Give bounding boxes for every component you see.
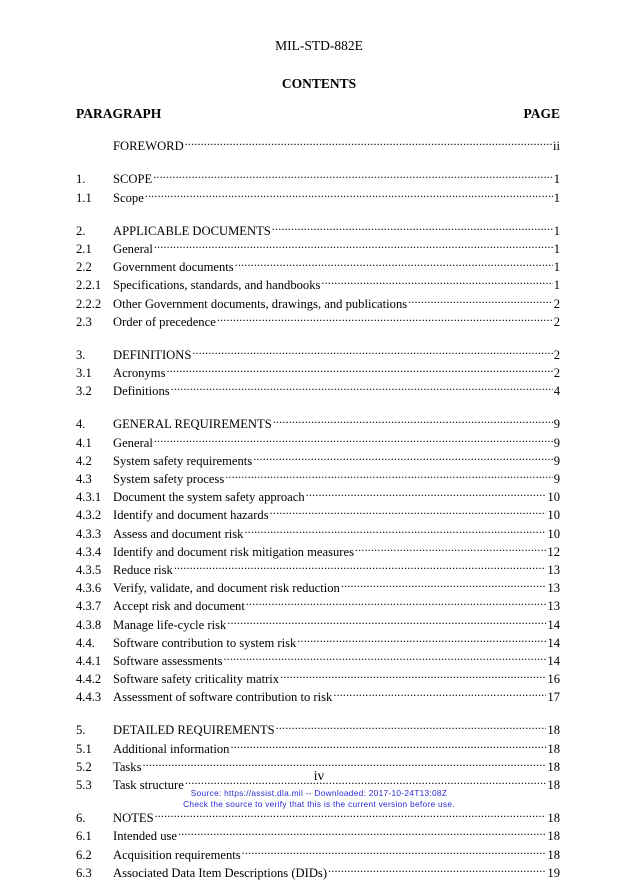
toc-entry-page: 4	[553, 384, 560, 399]
toc-entry-page: 10	[547, 526, 560, 541]
toc-entry-page: 14	[547, 635, 560, 650]
toc-entry-page: 14	[547, 617, 560, 632]
toc-entry-page: 18	[547, 829, 560, 844]
source-line: Source: https://assist.dla.mil -- Downloaded: 2017-10-24T13:08Z	[190, 788, 448, 798]
toc-entry-page: 10	[547, 490, 560, 505]
toc-entry-page: 19	[547, 865, 560, 880]
toc-entry-page: 18	[547, 847, 560, 862]
toc-entry-number: 4.3.8	[76, 617, 102, 632]
toc-entry-number: 2.2.1	[76, 278, 102, 293]
toc-entry-number: 6.2	[76, 847, 92, 862]
toc-entry-number: 3.2	[76, 384, 92, 399]
dot-leader	[225, 465, 552, 483]
dot-leader	[355, 538, 546, 556]
toc-entry-title: Definitions	[113, 384, 170, 399]
toc-entry-number: 2.2.2	[76, 296, 102, 311]
toc-entry-title: General	[113, 435, 153, 450]
toc-entry-number: 4.4.3	[76, 690, 102, 705]
toc-entry-number: 4.4.	[76, 635, 95, 650]
toc-entry-title: Acquisition requirements	[113, 847, 241, 862]
toc-entry-title: Acronyms	[113, 366, 166, 381]
toc-entry-title: FOREWORD	[113, 139, 184, 154]
toc-entry-number: 5.2	[76, 759, 92, 774]
toc-entry-title: APPLICABLE DOCUMENTS	[113, 223, 271, 238]
dot-leader	[171, 377, 553, 395]
toc-entry[interactable]	[76, 341, 560, 362]
toc-entry-number: 1.1	[76, 190, 92, 205]
toc-entry-page: 1	[553, 241, 560, 256]
dot-leader	[280, 665, 546, 683]
dot-leader	[217, 308, 553, 326]
toc-entry-title: Scope	[113, 190, 144, 205]
dot-leader	[154, 235, 553, 253]
toc-entry-page: 13	[547, 562, 560, 577]
dot-leader	[154, 428, 553, 446]
toc-entry[interactable]	[76, 217, 560, 238]
toc-entry-title: Software contribution to system risk	[113, 635, 297, 650]
toc-entry-title: Accept risk and document	[113, 599, 245, 614]
toc-entry-number: 4.4.1	[76, 653, 102, 668]
toc-entry-number: 4.2	[76, 453, 92, 468]
table-of-contents	[76, 132, 560, 880]
toc-entry-title: GENERAL REQUIREMENTS	[113, 417, 272, 432]
dot-leader	[178, 822, 546, 840]
toc-entry-title: SCOPE	[113, 172, 153, 187]
toc-entry-title: Associated Data Item Descriptions (DIDs)	[113, 865, 328, 880]
toc-entry-page: 1	[553, 260, 560, 275]
dot-leader	[253, 447, 553, 465]
dot-leader	[276, 716, 547, 734]
toc-entry-number: 2.3	[76, 314, 92, 329]
toc-entry-title: Identify and document risk mitigation measures	[113, 544, 354, 559]
toc-entry-number: 5.3	[76, 778, 92, 792]
toc-entry-number: 4.4.2	[76, 672, 102, 687]
toc-entry-title: Intended use	[113, 829, 177, 844]
toc-entry-title: System safety process	[113, 472, 225, 486]
toc-entry-title: Assessment of software contribution to risk	[113, 690, 333, 705]
dot-leader	[153, 165, 553, 183]
toc-entry-title: DEFINITIONS	[113, 347, 192, 362]
paragraph-column-header: PARAGRAPH	[76, 106, 162, 121]
toc-entry-number: 1.	[76, 172, 86, 187]
page-number: iv	[313, 768, 325, 783]
toc-entry-page: 2	[553, 296, 560, 311]
toc-entry-title: General	[113, 241, 153, 256]
dot-leader	[270, 501, 547, 519]
toc-entry-title: Assess and document risk	[113, 526, 244, 541]
dot-leader	[166, 359, 552, 377]
toc-entry-page: 1	[553, 172, 560, 187]
toc-entry-page: 13	[547, 599, 560, 614]
toc-entry-page: 9	[553, 417, 560, 432]
toc-entry-title: Specifications, standards, and handbooks	[113, 278, 321, 293]
toc-entry-number: 3.1	[76, 366, 92, 381]
toc-entry-page: 2	[553, 347, 560, 362]
dot-leader	[192, 341, 552, 359]
verify-line: Check the source to verify that this is the current version before use.	[183, 798, 455, 809]
dot-leader	[242, 840, 547, 858]
toc-entry-page: 2	[553, 366, 560, 381]
toc-entry-title: Tasks	[113, 759, 142, 774]
dot-leader	[185, 132, 552, 150]
toc-entry-page: 14	[547, 653, 560, 668]
source-notice	[0, 788, 638, 809]
toc-entry[interactable]	[76, 410, 560, 432]
toc-entry[interactable]	[76, 165, 560, 187]
dot-leader	[328, 859, 546, 877]
toc-entry-title: Reduce risk	[113, 562, 173, 577]
dot-leader	[223, 647, 546, 665]
toc-entry-number: 4.3.3	[76, 526, 102, 541]
toc-entry-title: Document the system safety approach	[113, 490, 305, 505]
toc-entry-page: 1	[553, 223, 560, 238]
dot-leader	[227, 610, 546, 628]
toc-entry-page: ii	[553, 139, 560, 154]
toc-entry-number: 4.3.7	[76, 599, 102, 614]
dot-leader	[246, 592, 547, 610]
toc-entry-page: 9	[553, 453, 560, 468]
toc-entry-title: Software safety criticality matrix	[113, 672, 280, 687]
toc-entry-number: 6.3	[76, 865, 92, 880]
toc-entry-page: 1	[553, 190, 560, 205]
toc-entry[interactable]	[76, 716, 560, 738]
toc-entry-title: Verify, validate, and document risk reduction	[113, 581, 340, 596]
dot-leader	[341, 574, 547, 592]
toc-entry-title: DETAILED REQUIREMENTS	[113, 723, 275, 738]
toc-entry-page: 13	[547, 581, 560, 596]
toc-entry-number: 6.1	[76, 829, 92, 844]
toc-entry-title: NOTES	[113, 811, 154, 826]
dot-leader	[145, 183, 553, 201]
toc-entry[interactable]	[76, 183, 560, 205]
toc-entry-title: Additional information	[113, 741, 230, 756]
dot-leader	[244, 519, 546, 537]
toc-entry-page: 12	[547, 544, 560, 559]
toc-entry-number: 2.2	[76, 260, 92, 275]
toc-entry-number: 5.1	[76, 741, 92, 756]
toc-entry-page: 18	[547, 811, 560, 826]
toc-entry-page: 9	[553, 435, 560, 450]
toc-entry-page: 18	[547, 741, 560, 756]
toc-entry-number: 4.3.4	[76, 544, 102, 559]
document-id-header: MIL-STD-882E	[275, 38, 363, 53]
toc-entry-number: 4.	[76, 417, 86, 432]
toc-entry-number: 4.3.2	[76, 508, 102, 523]
toc-entry-number: 4.3.5	[76, 562, 102, 577]
dot-leader	[273, 410, 553, 428]
section-spacer	[76, 202, 560, 217]
toc-entry-page: 18	[547, 723, 560, 738]
dot-leader	[272, 217, 553, 235]
toc-entry-number: 2.	[76, 223, 86, 238]
toc-entry-page: 17	[547, 690, 560, 705]
toc-entry-title: Manage life-cycle risk	[113, 617, 227, 632]
toc-entry-page: 18	[547, 759, 560, 774]
toc-entry-title: Task structure	[113, 778, 184, 792]
dot-leader	[306, 483, 547, 501]
toc-entry-number: 4.3.6	[76, 581, 102, 596]
toc-entry-page: 2	[553, 314, 560, 329]
toc-entry-page: 10	[547, 508, 560, 523]
dot-leader	[297, 629, 546, 647]
toc-entry-page: 18	[547, 778, 560, 792]
dot-leader	[333, 683, 546, 701]
toc-entry[interactable]	[76, 132, 560, 154]
toc-entry-title: Other Government documents, drawings, and publications	[113, 296, 408, 311]
dot-leader	[235, 253, 553, 271]
dot-leader	[321, 271, 552, 289]
toc-entry-page: 1	[553, 278, 560, 293]
toc-entry-number: 4.3.1	[76, 490, 102, 505]
toc-entry-page: 9	[553, 472, 560, 486]
toc-entry-number: 4.1	[76, 435, 92, 450]
toc-entry-title: System safety requirements	[113, 453, 253, 468]
dot-leader	[174, 556, 547, 574]
toc-entry-number: 4.3	[76, 472, 92, 486]
toc-entry-number: 5.	[76, 723, 86, 738]
toc-entry-title: Order of precedence	[113, 314, 216, 329]
page-title: CONTENTS	[281, 76, 357, 91]
page-column-header: PAGE	[523, 106, 560, 121]
toc-entry-number: 6.	[76, 811, 86, 826]
dot-leader	[408, 289, 553, 307]
toc-entry-title: Software assessments	[113, 653, 223, 668]
toc-entry-page: 16	[547, 672, 560, 687]
toc-entry-title: Identify and document hazards	[113, 508, 269, 523]
toc-entry-number: 3.	[76, 347, 86, 362]
dot-leader	[230, 734, 546, 752]
toc-entry-title: Government documents	[113, 260, 234, 275]
toc-entry-number: 2.1	[76, 241, 92, 256]
